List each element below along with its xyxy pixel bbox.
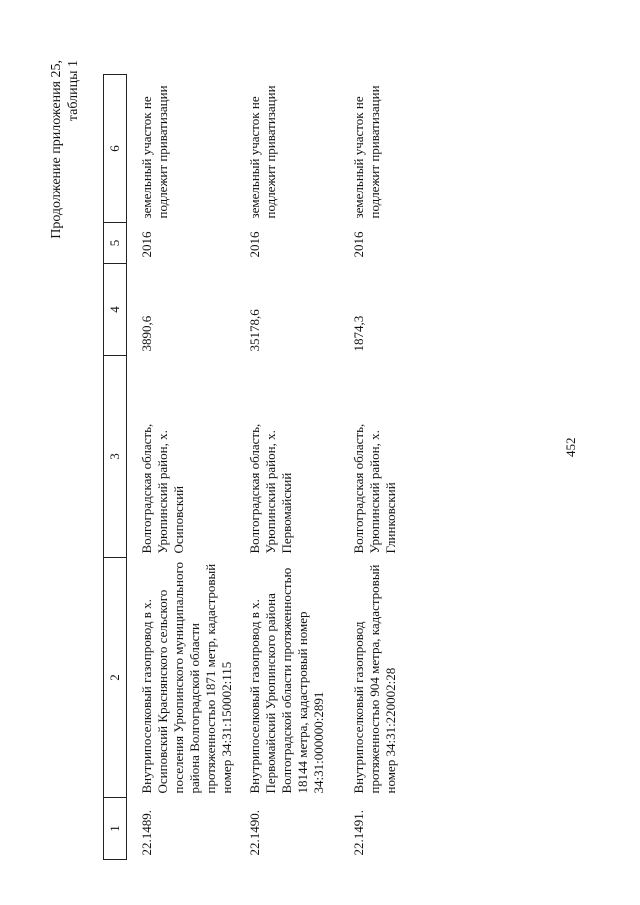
column-header-1: 1 <box>104 798 127 860</box>
object-year: 2016 <box>247 231 262 258</box>
caption-line-1: Продолжение приложения 25, <box>49 60 64 239</box>
object-area: 1874,3 <box>351 315 366 352</box>
object-year: 2016 <box>351 231 366 258</box>
object-area: 3890,6 <box>139 315 154 352</box>
table-header-row <box>104 75 127 860</box>
page-number: 452 <box>563 437 578 457</box>
object-year: 2016 <box>139 231 154 258</box>
object-status: земельный участок не подлежит приватизации <box>351 85 382 219</box>
object-description: Внутрипоселковый газопровод в х. Осиповский Краснянского сельского поселения Урюпинского муниципального района Волгоградской области протяженностью 1871 метр, кадастровый номер 34:31:150002:115 <box>139 562 234 794</box>
column-header-4: 4 <box>104 264 127 356</box>
object-address: Волгоградская область, Урюпинский район, х. Глинковский <box>351 423 398 554</box>
object-status: земельный участок не подлежит приватизации <box>139 85 170 219</box>
object-description: Внутрипоселковый газопровод протяженностью 904 метра, кадастровый номер 34:31:220002:28 <box>351 564 398 794</box>
object-address: Волгоградская область, Урюпинский район, х. Осиповский <box>139 423 186 554</box>
row-number: 22.1491. <box>351 810 366 856</box>
table-row <box>339 75 445 860</box>
column-header-2: 2 <box>104 558 127 798</box>
column-header-5: 5 <box>104 223 127 264</box>
rotated-page-content <box>0 30 640 870</box>
table-row <box>235 75 339 860</box>
row-number: 22.1490. <box>247 810 262 856</box>
property-table <box>103 74 445 860</box>
column-header-6: 6 <box>104 75 127 223</box>
column-header-3: 3 <box>104 356 127 558</box>
caption-line-2: таблицы 1 <box>66 60 81 122</box>
appendix-caption <box>48 60 82 239</box>
object-area: 35178,6 <box>247 309 262 352</box>
table-row <box>127 75 236 860</box>
object-description: Внутрипоселковый газопровод в х. Первомайский Урюпинского района Волгоградской области протяженностью 18144 метра, кадастровый номер 34:31:000000:2891 <box>247 567 326 794</box>
object-status: земельный участок не подлежит приватизации <box>247 85 278 219</box>
object-address: Волгоградская область, Урюпинский район, х. Первомайский <box>247 423 294 554</box>
row-number: 22.1489. <box>139 810 154 856</box>
